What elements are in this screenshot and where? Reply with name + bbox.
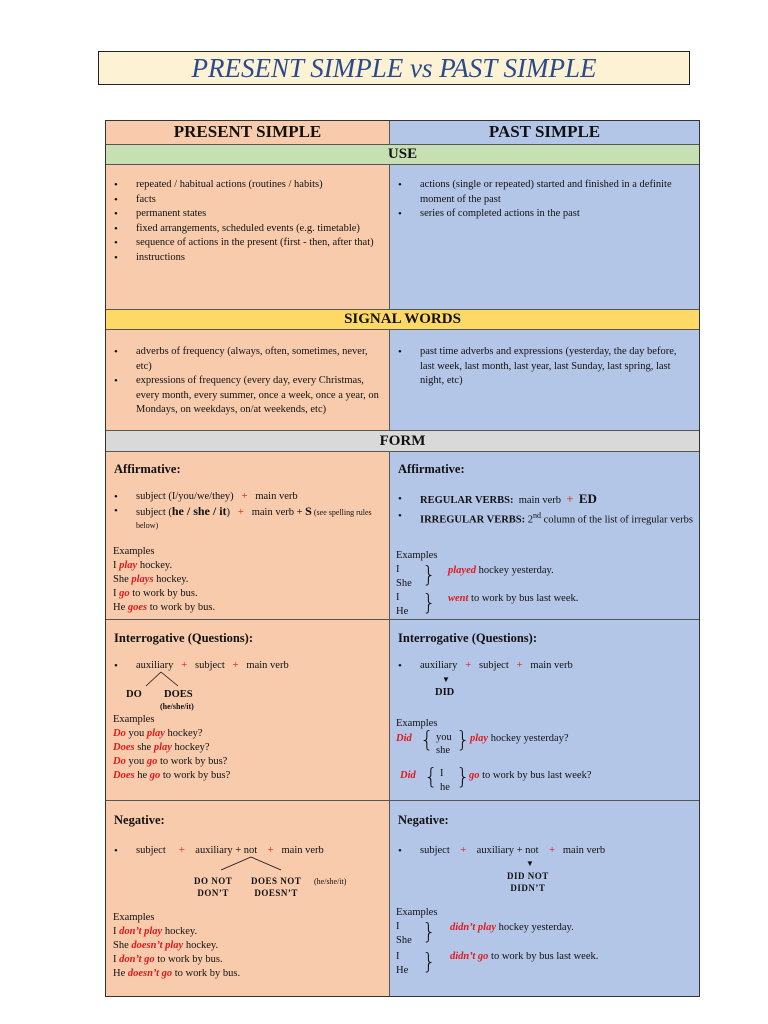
past-interrogative-title: Interrogative (Questions):: [398, 631, 537, 645]
list-item: • facts: [136, 193, 381, 208]
example-subject: you: [125, 756, 147, 767]
column-divider: [389, 121, 390, 996]
divider: [106, 619, 699, 620]
example-auxiliary: Do: [113, 728, 126, 739]
list-item: • actions (single or repeated) started and finished in a definite moment of the past: [420, 178, 693, 207]
did-not-label: DID NOT: [507, 871, 549, 881]
formula-text: column of the list of irregular verbs: [541, 514, 693, 526]
examples-label: Examples: [113, 912, 155, 923]
example-line: [113, 967, 240, 981]
plus-sign: +: [232, 660, 239, 671]
formula-subject: subject: [195, 660, 225, 671]
present-interrogative-title: Interrogative (Questions):: [114, 631, 253, 645]
example-verb: don’t go: [119, 954, 155, 965]
list-item: [136, 505, 386, 532]
example-line: [113, 741, 230, 755]
example-subject: she: [134, 742, 154, 753]
present-negative-examples: [113, 911, 240, 981]
example-subject: I: [396, 592, 400, 603]
past-interrogative-formula: [390, 659, 695, 674]
plus-sign: +: [181, 660, 188, 671]
do-not-group: [194, 875, 232, 899]
formula-verb: main verb: [562, 845, 606, 856]
does-note: (he/she/it): [314, 877, 347, 886]
did-not-group: [507, 870, 549, 894]
list-item: [420, 659, 695, 674]
brace-close-icon: }: [456, 765, 470, 790]
example-verb: go: [149, 770, 161, 781]
list-item: • repeated / habitual actions (routines / habits): [136, 178, 381, 193]
examples-label: Examples: [396, 550, 438, 561]
auxiliary-do: DO: [126, 689, 142, 700]
branch-arrows-icon: [206, 856, 296, 876]
example-verb: play: [470, 733, 489, 744]
present-negative-title: Negative:: [114, 813, 165, 827]
does-not-group: [251, 875, 301, 899]
example-subject: He: [396, 965, 409, 976]
formula-subject: subject (I/you/we/they): [136, 491, 234, 502]
example-line: [113, 727, 230, 741]
list-item: • adverbs of frequency (always, often, sometimes, never, etc): [136, 345, 381, 374]
present-affirmative-title: Affirmative:: [114, 462, 181, 476]
ordinal-suffix: nd: [533, 510, 541, 520]
formula-verb: main verb: [281, 845, 324, 856]
example-subject: I: [396, 921, 400, 932]
example-verb: didn’t play: [450, 922, 496, 933]
list-item: • permanent states: [136, 207, 381, 222]
example-rest: to work by bus.: [172, 968, 241, 979]
example-rest: to work by bus?: [157, 756, 228, 767]
example-rest: hockey.: [183, 940, 219, 951]
divider: [106, 164, 699, 165]
present-interrogative-examples: [113, 713, 230, 783]
examples-label: Examples: [113, 546, 155, 557]
example-line: [113, 573, 215, 587]
formula-suffix-ed: ED: [578, 491, 597, 506]
example-line: [113, 559, 215, 573]
example-rest: hockey.: [153, 574, 189, 585]
list-item: • instructions: [136, 251, 381, 266]
brace-icon: }: [422, 920, 436, 945]
divider: [106, 800, 699, 801]
example-rest: hockey.: [162, 926, 198, 937]
arrow-down-icon: ▼: [526, 859, 534, 868]
plus-sign: +: [566, 491, 574, 506]
example-subject: I: [396, 564, 400, 575]
example-line: [113, 755, 230, 769]
plus-sign: +: [460, 845, 467, 856]
formula-note: (see spelling rules below): [136, 507, 372, 530]
irregular-verbs-label: IRREGULAR VERBS:: [420, 514, 526, 526]
auxiliary-did: DID: [435, 687, 455, 698]
dont-label: DON’T: [197, 888, 229, 898]
example-subject: I: [113, 926, 120, 937]
example-line: [113, 939, 240, 953]
brace-open-icon: {: [420, 728, 434, 753]
example-subject: I: [113, 588, 120, 599]
brace-close-icon: }: [456, 728, 470, 753]
example-verb: didn’t go: [450, 951, 489, 962]
past-negative-title: Negative:: [398, 813, 449, 827]
example-subject: you: [125, 728, 147, 739]
formula-verb: main verb: [255, 491, 298, 502]
example-rest: to work by bus last week.: [468, 593, 579, 604]
didnt-label: DIDN’T: [510, 883, 546, 893]
example-verb: doesn’t play: [131, 940, 184, 951]
example-subject: you: [436, 732, 452, 743]
brace-icon: }: [422, 563, 436, 588]
example-verb: go: [119, 588, 130, 599]
example-subject: I: [113, 954, 120, 965]
formula-verb: main verb +: [251, 506, 306, 518]
example-subject: He: [113, 968, 128, 979]
list-item: [420, 492, 695, 509]
example-line: [113, 587, 215, 601]
example-subject: She: [396, 578, 412, 589]
plus-sign: +: [178, 845, 185, 856]
formula-paren: ): [226, 506, 231, 518]
example-rest: hockey.: [137, 560, 173, 571]
present-header: PRESENT SIMPLE: [173, 122, 322, 141]
example-verb: played: [448, 565, 476, 576]
formula-subject: subject: [479, 660, 509, 671]
example-subject: I: [440, 768, 444, 779]
regular-verbs-label: REGULAR VERBS:: [420, 495, 514, 506]
signal-words-band: SIGNAL WORDS: [106, 310, 699, 329]
example-auxiliary: Does: [113, 770, 135, 781]
example-verb: play: [146, 728, 165, 739]
present-affirmative-examples: [113, 545, 215, 615]
list-item: • expressions of frequency (every day, every Christmas, every month, every summer, once a week, once a year, on Mondays, on weekdays, on/at weekends, etc): [136, 374, 381, 418]
example-subject: He: [113, 602, 128, 613]
plus-sign: +: [267, 845, 274, 856]
formula-auxiliary: auxiliary + not: [195, 845, 258, 856]
example-subject: She: [396, 935, 412, 946]
formula-suffix-s: S: [305, 503, 312, 518]
list-item: • past time adverbs and expressions (yesterday, the day before, last week, last month, last year, last Sunday, last spring, last night, etc): [420, 345, 693, 389]
past-header: PAST SIMPLE: [488, 122, 601, 141]
divider: [106, 451, 699, 452]
present-signal: [106, 345, 381, 418]
example-rest: to work by bus.: [147, 602, 216, 613]
example-rest: hockey yesterday?: [488, 733, 569, 744]
formula-subject: subject: [420, 845, 450, 856]
past-affirmative-formula: [390, 492, 695, 528]
examples-label: Examples: [113, 714, 155, 725]
does-note: (he/she/it): [160, 702, 194, 711]
comparison-table: [105, 120, 700, 997]
branch-arrows-icon: [126, 671, 196, 691]
example-rest: hockey yesterday.: [476, 565, 554, 576]
formula-verb: main verb: [246, 660, 289, 671]
example-auxiliary: Do: [113, 756, 126, 767]
example-subject: He: [396, 606, 409, 617]
do-not-label: DO NOT: [194, 876, 233, 886]
use-band: USE: [106, 145, 699, 164]
form-band: FORM: [106, 431, 699, 451]
past-signal: [390, 345, 693, 389]
doesnt-label: DOESN’T: [254, 888, 298, 898]
past-use: [390, 178, 693, 222]
brace-open-icon: {: [424, 765, 438, 790]
past-negative-formula: [390, 844, 695, 859]
example-rest: to work by bus?: [160, 770, 231, 781]
example-verb: don’t play: [119, 926, 163, 937]
example-verb: went: [448, 593, 469, 604]
present-affirmative-formula: [106, 490, 386, 532]
example-rest: hockey yesterday.: [495, 922, 574, 933]
list-item: [420, 509, 695, 528]
formula-verb: main verb: [518, 495, 561, 506]
example-subject: he: [440, 782, 450, 793]
example-line: [113, 925, 240, 939]
formula-verb: main verb: [530, 660, 573, 671]
formula-pronouns: he / she / it: [171, 503, 227, 518]
page-title: PRESENT SIMPLE vs PAST SIMPLE: [98, 51, 690, 85]
list-item: [136, 490, 386, 505]
formula-auxiliary: auxiliary: [136, 660, 174, 671]
example-subject: I: [396, 951, 400, 962]
past-interrogative-examples: [396, 717, 696, 797]
example-rest: to work by bus.: [129, 588, 198, 599]
example-subject: She: [113, 940, 132, 951]
formula-auxiliary: auxiliary + not: [476, 845, 539, 856]
example-subject: she: [436, 745, 450, 756]
example-subject: She: [113, 574, 132, 585]
list-item: [420, 844, 695, 859]
examples-label: Examples: [396, 907, 438, 918]
example-verb: goes: [127, 602, 148, 613]
auxiliary-does: DOES: [164, 689, 193, 700]
example-verb: play: [153, 742, 172, 753]
past-affirmative-examples: [396, 549, 696, 619]
example-line: [113, 953, 240, 967]
example-rest: hockey?: [171, 742, 210, 753]
example-subject: he: [134, 770, 150, 781]
example-verb: doesn’t go: [127, 968, 173, 979]
example-rest: to work by bus.: [154, 954, 223, 965]
divider: [106, 329, 699, 330]
brace-icon: }: [422, 950, 436, 975]
formula-auxiliary: auxiliary: [420, 660, 458, 671]
example-line: [113, 601, 215, 615]
example-auxiliary: Did: [400, 770, 416, 781]
plus-sign: +: [516, 660, 523, 671]
present-use: [106, 178, 381, 266]
plus-sign: +: [549, 845, 556, 856]
list-item: • series of completed actions in the past: [420, 207, 693, 222]
formula-subject: subject (: [136, 506, 172, 518]
example-rest: to work by bus last week?: [479, 770, 592, 781]
example-rest: hockey?: [164, 728, 203, 739]
list-item: • fixed arrangements, scheduled events (e.g. timetable): [136, 222, 381, 237]
brace-icon: }: [422, 591, 436, 616]
example-auxiliary: Does: [113, 742, 135, 753]
past-negative-examples: [396, 906, 696, 978]
arrow-down-icon: ▼: [442, 675, 450, 684]
formula-subject: subject: [136, 845, 166, 856]
example-rest: to work by bus last week.: [488, 951, 599, 962]
past-affirmative-title: Affirmative:: [398, 462, 465, 476]
example-auxiliary: Did: [396, 733, 412, 744]
column-number: 2: [527, 514, 533, 526]
example-verb: go: [146, 756, 158, 767]
example-subject: I: [113, 560, 120, 571]
example-verb: plays: [131, 574, 154, 585]
example-line: [113, 769, 230, 783]
example-verb: go: [469, 770, 480, 781]
plus-sign: +: [241, 491, 248, 502]
plus-sign: +: [465, 660, 472, 671]
example-verb: play: [119, 560, 138, 571]
does-not-label: DOES NOT: [251, 876, 302, 886]
examples-label: Examples: [396, 718, 438, 729]
list-item: • sequence of actions in the present (first - then, after that): [136, 236, 381, 251]
plus-sign: +: [237, 506, 244, 518]
